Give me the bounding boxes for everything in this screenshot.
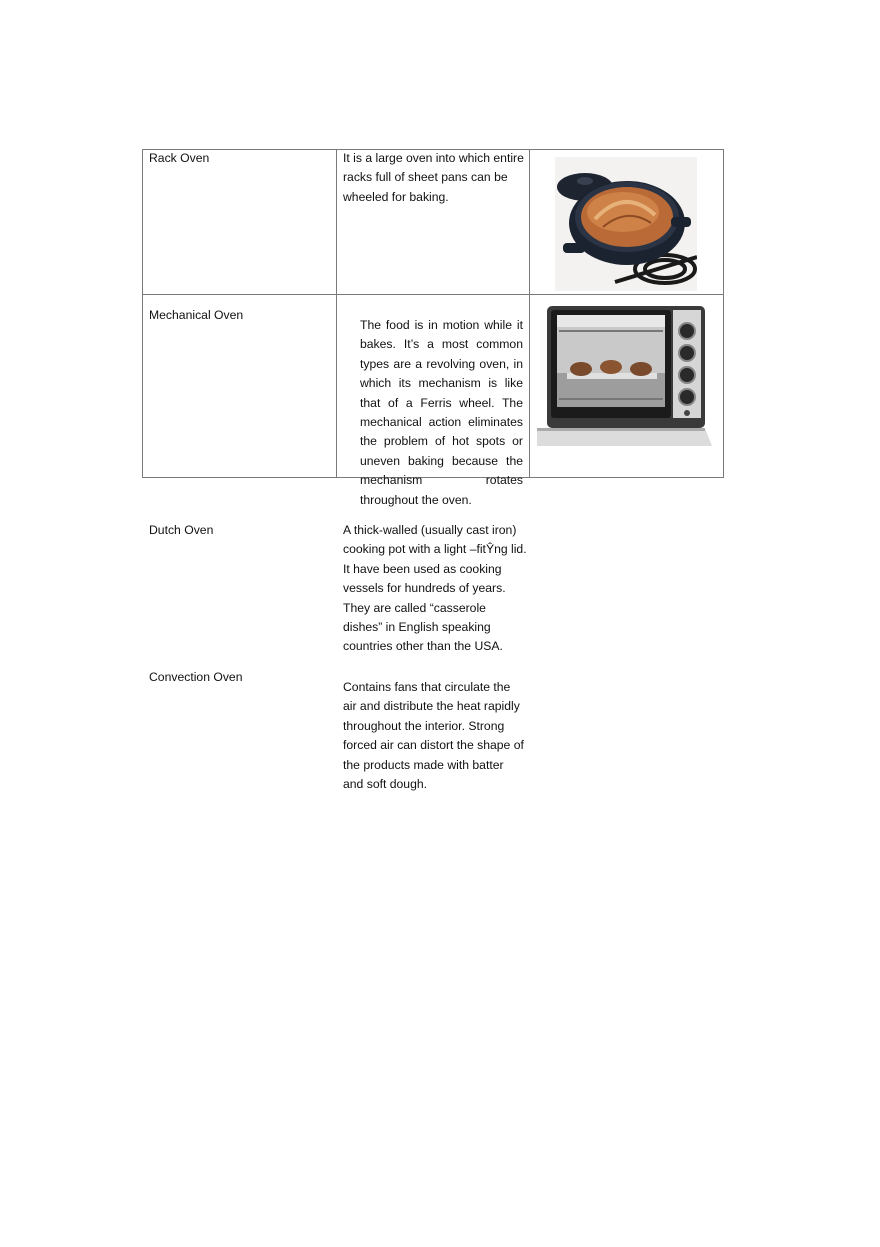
table-column-divider bbox=[336, 149, 337, 478]
row-convection-oven-name: Convection Oven bbox=[149, 670, 243, 684]
row-mechanical-oven-description: The food is in motion while it bakes. It’s a most common types are a revolving oven, in which its mechanism is like that of a Ferris wheel. The mechanical action eliminates the problem of hot spots or uneven baking because the mechanism rotates throughout the oven. bbox=[360, 318, 523, 507]
row-rack-oven-name: Rack Oven bbox=[149, 151, 210, 165]
toaster-oven-icon bbox=[537, 303, 712, 446]
table-row-divider bbox=[142, 294, 724, 295]
table-column-divider bbox=[529, 149, 530, 478]
row-dutch-oven-description: A thick-walled (usually cast iron) cooking pot with a light –fitŶng lid. It have been used as cooking vessels for hundreds of years. They are called “casserole dishes” in English speaking countries other than the USA. bbox=[343, 523, 527, 654]
row-mechanical-oven-name: Mechanical Oven bbox=[149, 308, 244, 322]
row-dutch-oven-name: Dutch Oven bbox=[149, 523, 214, 537]
row-convection-oven-description: Contains fans that circulate the air and distribute the heat rapidly throughout the interior. Strong forced air can distort the shape of the products made with batter and soft dough. bbox=[343, 680, 524, 792]
row-rack-oven-description: It is a large oven into which entire racks full of sheet pans can be wheeled for baking. bbox=[343, 151, 524, 204]
dutch-pot-bread-icon bbox=[555, 157, 697, 291]
